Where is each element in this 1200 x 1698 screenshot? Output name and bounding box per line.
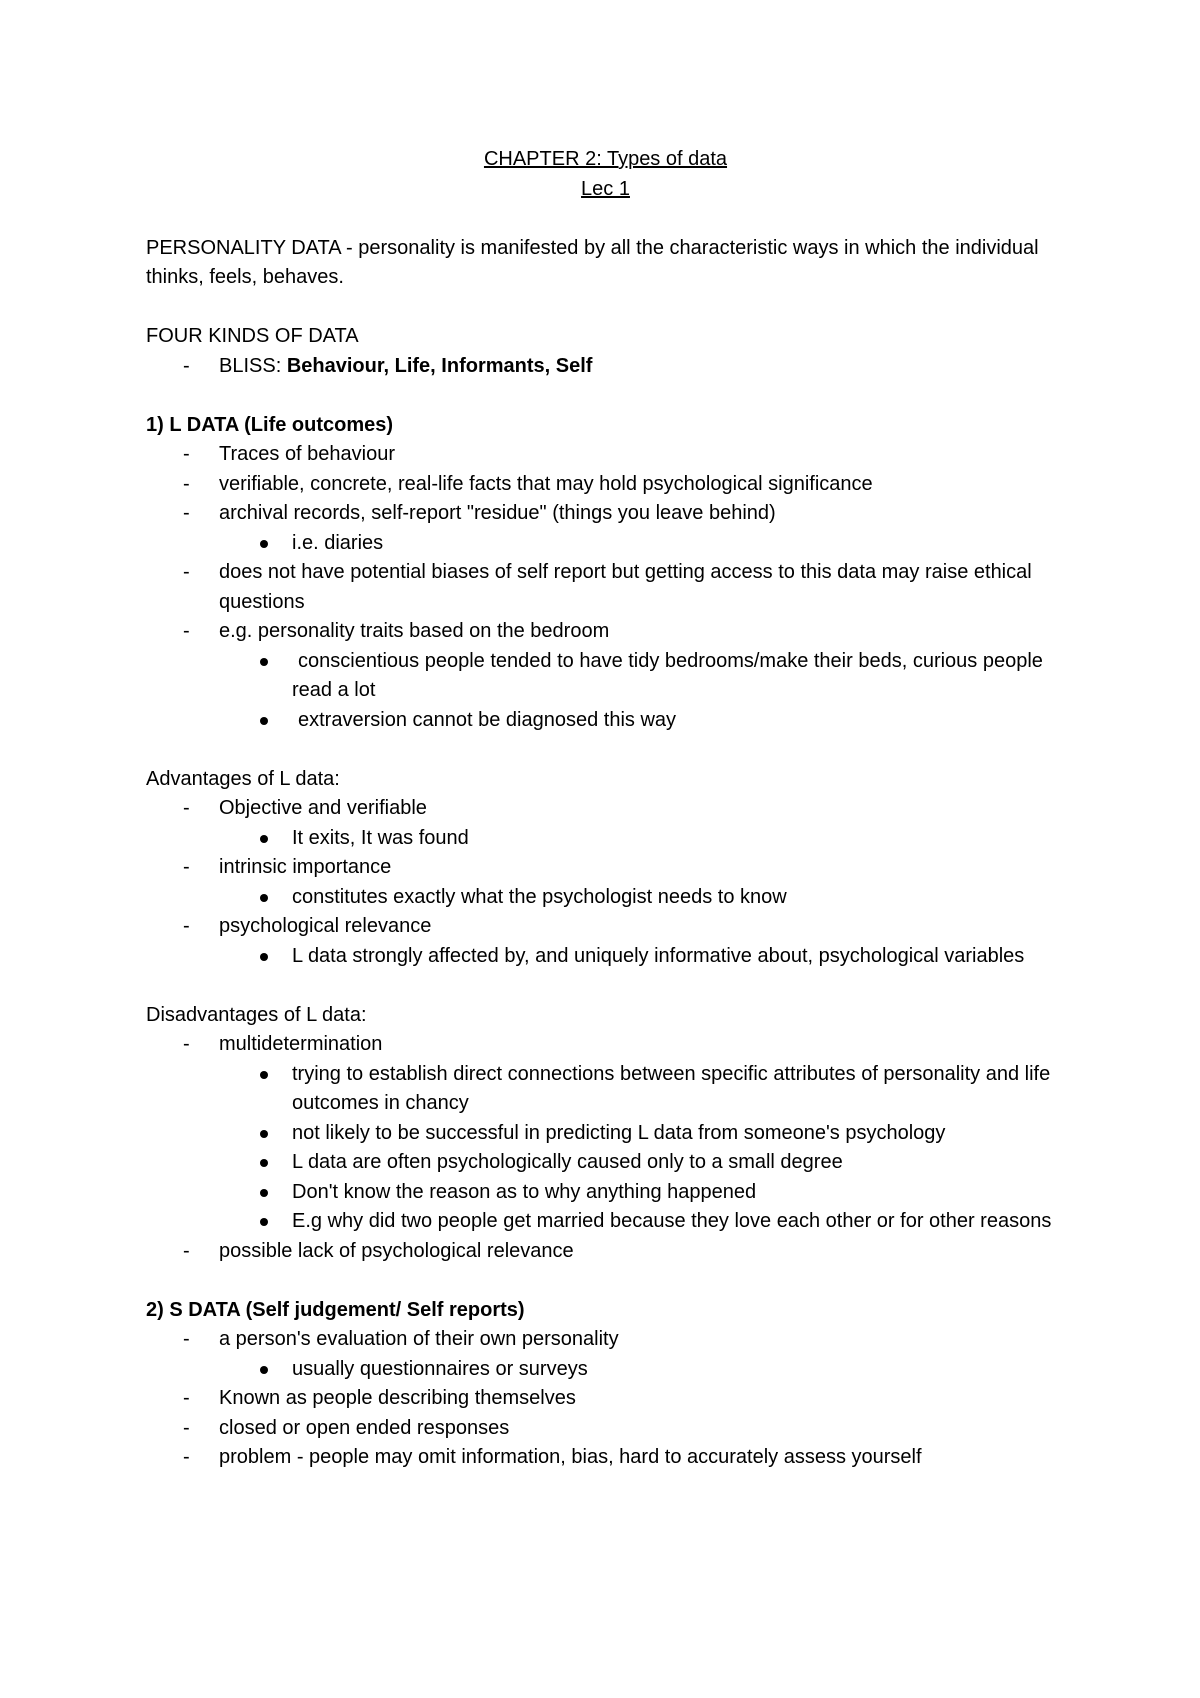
spacer [146, 293, 1065, 323]
spacer [146, 735, 1065, 765]
dash-marker: - [183, 1446, 190, 1468]
dash-marker: - [183, 443, 190, 465]
list-item-text: not likely to be successful in predicting L data from someone's psychology [292, 1121, 946, 1144]
list-item-text: verifiable, concrete, real-life facts that may hold psychological significance [219, 472, 873, 495]
list-item-text: usually questionnaires or surveys [292, 1357, 588, 1380]
s-data-heading: 2) S DATA (Self judgement/ Self reports) [146, 1298, 525, 1321]
list-item-text: conscientious people tended to have tidy bedrooms/make their beds, curious people read a lot [292, 649, 1043, 701]
list-item-text: Known as people describing themselves [219, 1387, 576, 1409]
sub-list-item [146, 1060, 1065, 1119]
list-item-text: L data are often psychologically caused only to a small degree [292, 1151, 843, 1173]
dash-marker: - [183, 1033, 190, 1055]
dash-marker: - [183, 472, 190, 495]
list-item-text: trying to establish direct connections between specific attributes of personality and life outcomes in chancy [292, 1062, 1051, 1114]
list-item [146, 440, 1065, 470]
sub-list-item [146, 647, 1065, 706]
dash-marker: - [183, 1239, 190, 1262]
spacer [146, 971, 1065, 1001]
list-item-text: multidetermination [219, 1033, 383, 1055]
list-item [146, 1443, 1065, 1473]
dash-marker: - [183, 1387, 190, 1409]
list-item [146, 1030, 1065, 1060]
bullet-icon [260, 835, 268, 843]
list-item-text: a person's evaluation of their own personality [219, 1328, 619, 1350]
spacer [146, 204, 1065, 234]
list-item-text: intrinsic importance [219, 856, 392, 878]
page-subtitle: Lec 1 [581, 177, 630, 200]
sub-list-item [146, 942, 1065, 972]
dash-marker: - [183, 1328, 190, 1350]
list-item-text: i.e. diaries [292, 531, 384, 554]
bullet-icon [260, 1366, 268, 1374]
list-item-text: psychological relevance [219, 915, 432, 937]
bullet-icon [260, 1189, 268, 1197]
dash-marker: - [183, 354, 190, 377]
sub-list-item [146, 883, 1065, 913]
disadvantages-heading: Disadvantages of L data: [146, 1003, 367, 1026]
list-item-text: Don't know the reason as to why anything happened [292, 1180, 757, 1203]
list-item-text: It exits, It was found [292, 826, 469, 849]
bullet-icon [260, 953, 268, 961]
bullet-icon [260, 1071, 268, 1079]
list-item [146, 1237, 1065, 1267]
list-item [146, 617, 1065, 647]
dash-marker: - [183, 1416, 190, 1439]
bullet-icon [260, 1218, 268, 1226]
list-item [146, 853, 1065, 883]
list-item-text: E.g why did two people get married because they love each other or for other reasons [292, 1210, 1052, 1232]
list-item-text: Objective and verifiable [219, 797, 427, 819]
dash-marker: - [183, 915, 190, 937]
dash-marker: - [183, 502, 190, 524]
list-item-text: L data strongly affected by, and uniquely informative about, psychological variables [292, 944, 1025, 967]
list-item-text: e.g. personality traits based on the bedroom [219, 620, 610, 642]
bullet-icon [260, 540, 268, 548]
list-item-text: archival records, self-report "residue" (things you leave behind) [219, 502, 776, 524]
spacer [146, 381, 1065, 411]
list-item-text: does not have potential biases of self report but getting access to this data may raise ethical questions [219, 561, 1032, 613]
dash-marker: - [183, 620, 190, 642]
sub-list-item [146, 1355, 1065, 1385]
bullet-icon [260, 1130, 268, 1138]
list-item [146, 912, 1065, 942]
dash-marker: - [183, 561, 190, 583]
sub-list-item [146, 1178, 1065, 1208]
dash-marker: - [183, 856, 190, 878]
bullet-icon [260, 658, 268, 666]
bullet-icon [260, 717, 268, 725]
list-item-text: Traces of behaviour [219, 443, 396, 465]
list-item [146, 470, 1065, 500]
sub-list-item [146, 706, 1065, 736]
dash-marker: - [183, 797, 190, 819]
list-item [146, 1414, 1065, 1444]
list-item [146, 499, 1065, 529]
l-data-heading: 1) L DATA (Life outcomes) [146, 413, 394, 436]
list-item [146, 1325, 1065, 1355]
bullet-icon [260, 1159, 268, 1167]
sub-list-item [146, 1119, 1065, 1149]
four-kinds-heading: FOUR KINDS OF DATA [146, 325, 359, 347]
list-item-text: problem - people may omit information, bias, hard to accurately assess yourself [219, 1446, 922, 1468]
list-item-text: constitutes exactly what the psychologist needs to know [292, 885, 787, 908]
list-item-text: extraversion cannot be diagnosed this way [298, 708, 677, 731]
sub-list-item [146, 529, 1065, 559]
advantages-heading: Advantages of L data: [146, 767, 340, 790]
list-item [146, 1384, 1065, 1414]
list-item [146, 558, 1065, 617]
list-item [146, 352, 1065, 382]
bliss-prefix: BLISS: [219, 354, 287, 377]
sub-list-item [146, 1207, 1065, 1237]
sub-list-item [146, 824, 1065, 854]
spacer [146, 1266, 1065, 1296]
list-item-text: possible lack of psychological relevance [219, 1239, 574, 1262]
list-item [146, 794, 1065, 824]
list-item-text: closed or open ended responses [219, 1416, 510, 1439]
sub-list-item [146, 1148, 1065, 1178]
bullet-icon [260, 894, 268, 902]
page-title: CHAPTER 2: Types of data [483, 148, 728, 170]
bliss-bold-text: Behaviour, Life, Informants, Self [286, 354, 593, 377]
intro-paragraph: PERSONALITY DATA - personality is manifested by all the characteristic ways in which the individual thinks, feels, behaves. [146, 236, 1039, 288]
